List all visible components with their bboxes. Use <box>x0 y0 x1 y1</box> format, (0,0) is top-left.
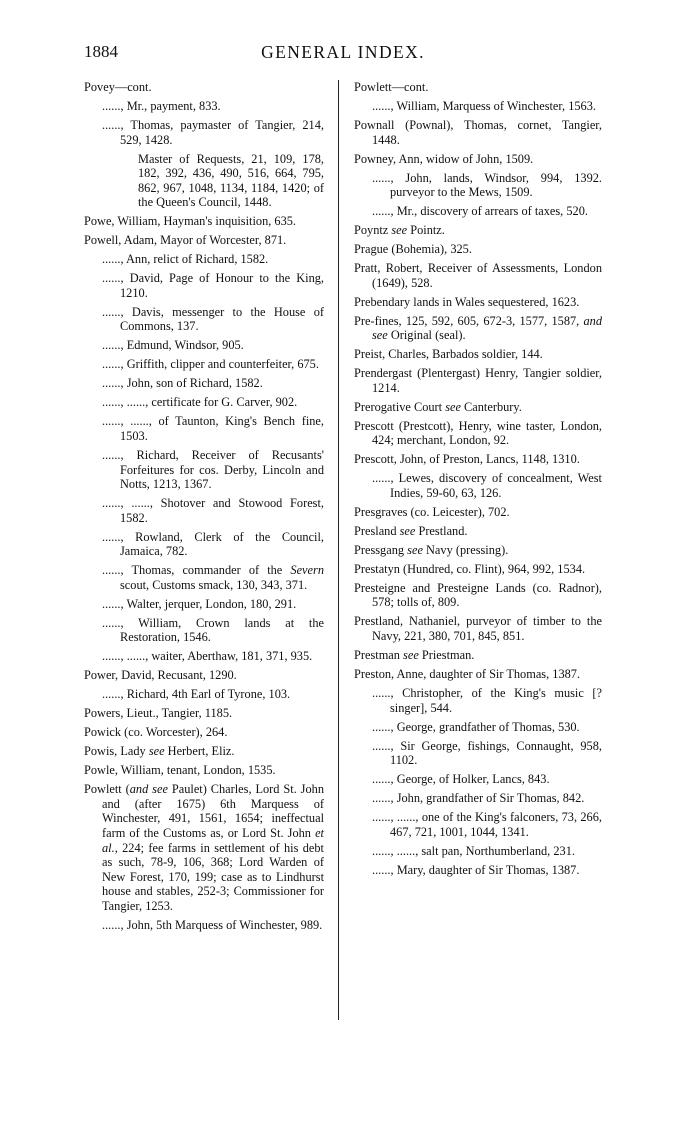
index-subentry: ......, ......, Shotover and Stowood Forest, 1582. <box>102 496 324 525</box>
index-entry: Powers, Lieut., Tangier, 1185. <box>84 706 233 721</box>
index-subentry: ......, Mr., discovery of arrears of taxes, 520. <box>372 204 588 219</box>
index-entry: Presland see Prestland. <box>354 523 468 538</box>
index-subentry: ......, Richard, 4th Earl of Tyrone, 103. <box>102 687 291 702</box>
index-column-left <box>84 80 324 937</box>
index-subentry: ......, ......, salt pan, Northumberland, 231. <box>372 843 575 858</box>
index-entry: Pratt, Robert, Receiver of Assessments, London (1649), 528. <box>354 261 602 290</box>
index-entry: Powell, Adam, Mayor of Worcester, 871. <box>84 233 287 248</box>
index-entry: Poyntz see Pointz. <box>354 223 445 238</box>
index-subentry: ......, ......, waiter, Aberthaw, 181, 371, 935. <box>102 649 313 664</box>
index-entry: Pressgang see Navy (pressing). <box>354 542 509 557</box>
index-entry: Powle, William, tenant, London, 1535. <box>84 763 276 778</box>
index-subentry: ......, John, 5th Marquess of Winchester, 989. <box>102 918 323 933</box>
index-subentry: ......, George, grandfather of Thomas, 530. <box>372 719 580 734</box>
index-entry: Preston, Anne, daughter of Sir Thomas, 1387. <box>354 666 581 681</box>
index-entry: Prescott (Prestcott), Henry, wine taster, London, 424; merchant, London, 92. <box>354 418 602 448</box>
index-entry: Prebendary lands in Wales sequestered, 1623. <box>354 294 580 309</box>
index-entry: Powick (co. Worcester), 264. <box>84 725 228 740</box>
index-subentry: ......, Sir George, fishings, Connaught, 958, 1102. <box>372 738 602 768</box>
index-subentry: ......, Davis, messenger to the House of Commons, 137. <box>102 304 324 334</box>
index-entry: Prestman see Priestman. <box>354 647 475 662</box>
index-subentry: ......, ......, one of the King's falconers, 73, 266, 467, 721, 1001, 1044, 1341. <box>372 810 602 839</box>
page-number: 1884 <box>84 42 118 61</box>
index-subentry: ......, John, grandfather of Sir Thomas, 842. <box>372 791 585 806</box>
index-entry: Powlett (and see Paulet) Charles, Lord St. John and (after 1675) 6th Marquess of Winchester, 491, 1561, 1654; ineffectual farm of the Customs as, or Lord St. John et al., 224; fee farms in settlement of his debt as such, 78-9, 106, 368; Lord Warden of New Forest, 170, 199; case as to Lindhurst house and stables, 252-3; Commissioner for Tangier, 1253. <box>84 782 324 914</box>
index-subentry: ......, David, Page of Honour to the King, 1210. <box>102 271 324 300</box>
index-subentry: ......, Mr., payment, 833. <box>102 98 221 113</box>
index-subentry: ......, Edmund, Windsor, 905. <box>102 338 244 353</box>
index-subentry: ......, Ann, relict of Richard, 1582. <box>102 252 269 267</box>
index-entry: Prerogative Court see Canterbury. <box>354 399 522 414</box>
index-entry: Prescott, John, of Preston, Lancs, 1148, 1310. <box>354 452 580 467</box>
index-entry: Prestatyn (Hundred, co. Flint), 964, 992, 1534. <box>354 561 586 576</box>
index-subentry: ......, William, Marquess of Winchester, 1563. <box>372 98 596 113</box>
index-subentry: ......, Walter, jerquer, London, 180, 291. <box>102 596 297 611</box>
index-continuation: Master of Requests, 21, 109, 178, 182, 392, 436, 490, 516, 664, 795, 862, 967, 1048, 1134, 1184, 1420; of the Queen's Council, 1448. <box>138 151 324 210</box>
index-entry: Powlett—cont. <box>354 80 429 94</box>
index-entry: Presteigne and Presteigne Lands (co. Radnor), 578; tolls of, 809. <box>354 580 602 610</box>
running-title: GENERAL INDEX. <box>261 42 425 62</box>
index-entry: Pownall (Pownal), Thomas, cornet, Tangier, 1448. <box>354 117 602 147</box>
index-entry: Power, David, Recusant, 1290. <box>84 668 237 683</box>
index-entry: Prestland, Nathaniel, purveyor of timber to the Navy, 221, 380, 701, 845, 851. <box>354 614 602 643</box>
index-subentry: ......, Mary, daughter of Sir Thomas, 1387. <box>372 862 580 877</box>
index-subentry: ......, Thomas, commander of the Severn scout, Customs smack, 130, 343, 371. <box>102 563 324 592</box>
index-subentry: ......, Lewes, discovery of concealment, West Indies, 59-60, 63, 126. <box>372 471 602 500</box>
index-subentry: ......, Christopher, of the King's music [? singer], 544. <box>372 685 602 715</box>
index-entry: Powe, William, Hayman's inquisition, 635. <box>84 214 297 229</box>
index-subentry: ......, ......, certificate for G. Carver, 902. <box>102 395 298 410</box>
index-subentry: ......, John, son of Richard, 1582. <box>102 376 263 391</box>
index-subentry: ......, Rowland, Clerk of the Council, Jamaica, 782. <box>102 529 324 559</box>
index-subentry: ......, Richard, Receiver of Recusants' Forfeitures for cos. Derby, Lincoln and Notts, 1213, 1367. <box>102 447 324 492</box>
index-subentry: ......, Thomas, paymaster of Tangier, 214, 529, 1428. <box>102 117 324 147</box>
index-entry: Powis, Lady see Herbert, Eliz. <box>84 744 235 759</box>
page-header <box>84 42 602 72</box>
index-subentry: ......, William, Crown lands at the Restoration, 1546. <box>102 615 324 645</box>
index-entry: Prendergast (Plentergast) Henry, Tangier soldier, 1214. <box>354 366 602 395</box>
index-entry: Presgraves (co. Leicester), 702. <box>354 504 510 519</box>
index-column-right <box>354 80 602 882</box>
index-entry: Prague (Bohemia), 325. <box>354 242 472 257</box>
column-divider <box>338 80 339 1020</box>
index-subentry: ......, ......, of Taunton, King's Bench fine, 1503. <box>102 414 324 443</box>
index-entry: Preist, Charles, Barbados soldier, 144. <box>354 347 543 362</box>
index-subentry: ......, John, lands, Windsor, 994, 1392. purveyor to the Mews, 1509. <box>372 170 602 200</box>
index-entry: Powney, Ann, widow of John, 1509. <box>354 151 534 166</box>
index-entry: Pre-fines, 125, 592, 605, 672-3, 1577, 1587, and see Original (seal). <box>354 313 602 343</box>
index-entry: Povey—cont. <box>84 80 152 94</box>
index-subentry: ......, George, of Holker, Lancs, 843. <box>372 772 550 787</box>
index-subentry: ......, Griffith, clipper and counterfeiter, 675. <box>102 357 319 372</box>
